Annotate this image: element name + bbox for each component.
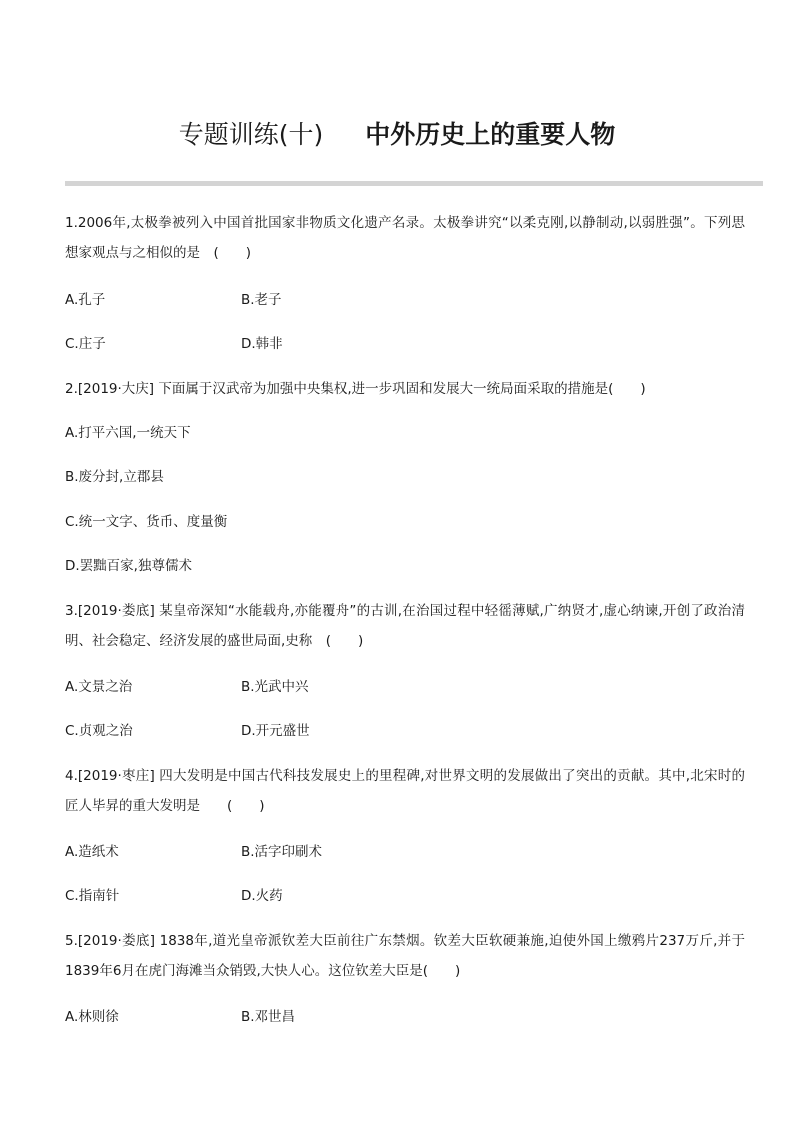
question-4-option-c[interactable]: C.指南针: [65, 888, 120, 904]
question-4-text: 4.[2019·枣庄] 四大发明是中国古代科技发展史上的里程碑,对世界文明的发展做出了突出的贡献。其中,北宋时的匠人毕昇的重大发明是 ( ): [65, 768, 745, 814]
question-4-option-a[interactable]: A.造纸术: [65, 844, 119, 860]
question-1-text: 1.2006年,太极拳被列入中国首批国家非物质文化遗产名录。太极拳讲究“以柔克刚,以静制动,以弱胜强”。下列思想家观点与之相似的是 ( ): [65, 215, 745, 261]
question-5-option-a[interactable]: A.林则徐: [65, 1009, 119, 1025]
question-4-option-b[interactable]: B.活字印刷术: [241, 844, 323, 860]
question-2-option-d[interactable]: D.罢黜百家,独尊儒术: [65, 558, 192, 574]
question-3-option-d[interactable]: D.开元盛世: [241, 723, 310, 739]
question-3-option-c[interactable]: C.贞观之治: [65, 723, 133, 739]
question-2-option-c[interactable]: C.统一文字、货币、度量衡: [65, 514, 228, 530]
title-divider: [65, 181, 763, 186]
page-title: [0, 117, 794, 153]
question-2-text: 2.[2019·大庆] 下面属于汉武帝为加强中央集权,进一步巩固和发展大一统局面采取的措施是( ): [65, 381, 646, 397]
question-1-option-c[interactable]: C.庄子: [65, 336, 106, 352]
question-5-text: 5.[2019·娄底] 1838年,道光皇帝派钦差大臣前往广东禁烟。钦差大臣软硬兼施,迫使外国上缴鸦片237万斤,并于1839年6月在虎门海滩当众销毁,大快人心。这位钦差大臣是( ): [65, 933, 745, 979]
question-2-option-b[interactable]: B.废分封,立郡县: [65, 469, 164, 485]
question-1-option-a[interactable]: A.孔子: [65, 292, 106, 308]
title-topic: 中外历史上的重要人物: [365, 120, 616, 149]
question-2-option-a[interactable]: A.打平六国,一统天下: [65, 425, 191, 441]
question-3-option-b[interactable]: B.光武中兴: [241, 679, 309, 695]
question-3-text: 3.[2019·娄底] 某皇帝深知“水能载舟,亦能覆舟”的古训,在治国过程中轻徭薄赋,广纳贤才,虚心纳谏,开创了政治清明、社会稳定、经济发展的盛世局面,史称 ( ): [65, 603, 745, 649]
title-series: 专题训练(十): [178, 120, 324, 149]
question-5-option-b[interactable]: B.邓世昌: [241, 1009, 296, 1025]
question-1-option-d[interactable]: D.韩非: [241, 336, 283, 352]
question-3-option-a[interactable]: A.文景之治: [65, 679, 133, 695]
question-4-option-d[interactable]: D.火药: [241, 888, 283, 904]
question-1-option-b[interactable]: B.老子: [241, 292, 282, 308]
